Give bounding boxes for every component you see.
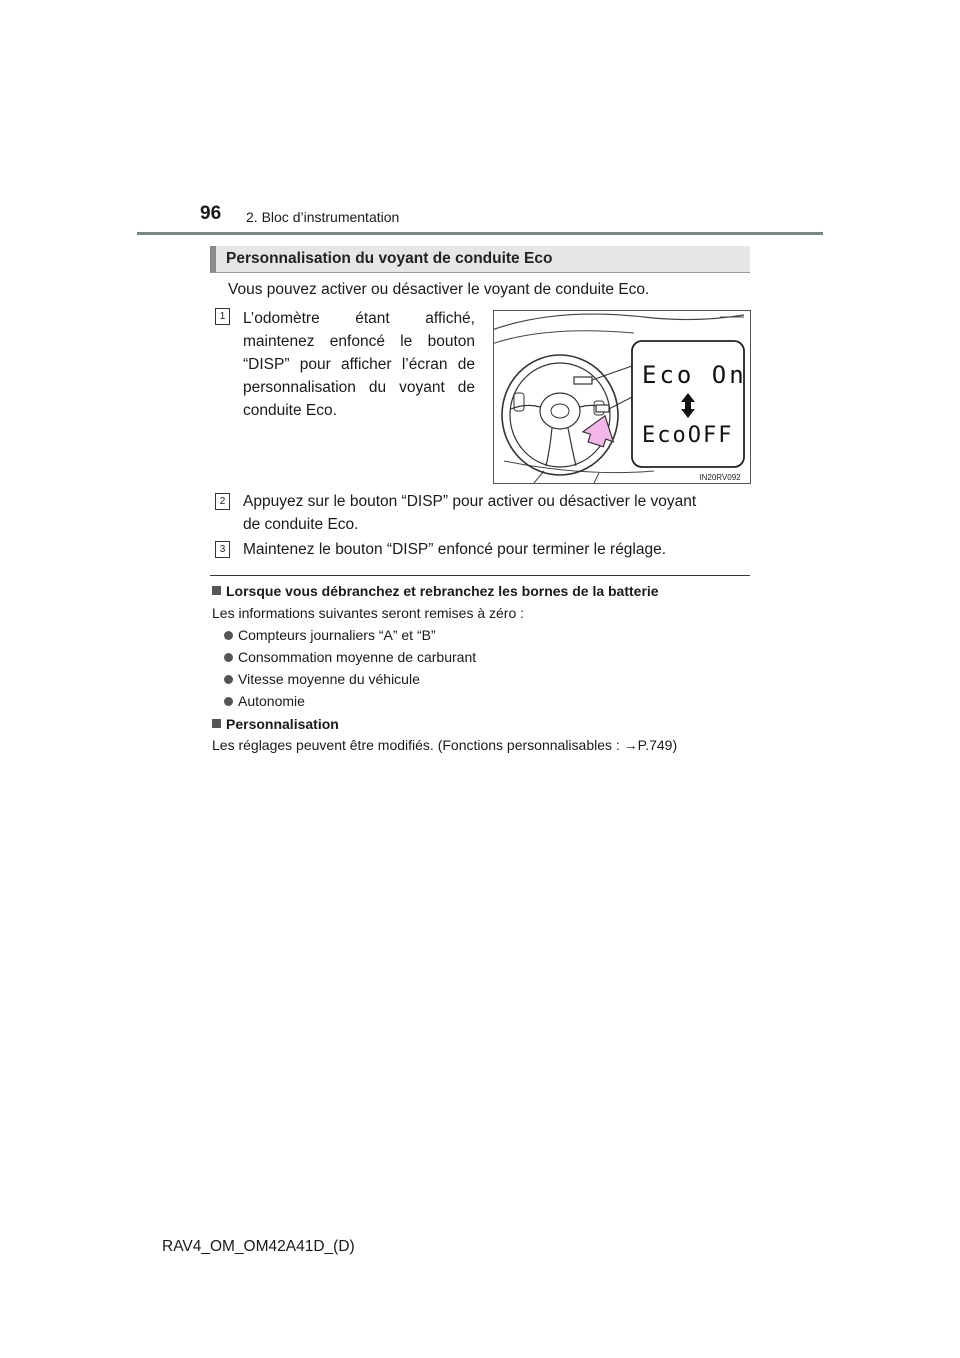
page-number: 96 [200, 203, 222, 224]
section-title: Personnalisation du voyant de conduite Eco [226, 250, 553, 267]
header-rule [137, 232, 823, 235]
section-header [210, 246, 750, 273]
note-text-battery: Les informations suivantes seront remises à zéro : [212, 605, 525, 621]
list-item: Vitesse moyenne du véhicule [224, 671, 420, 687]
note-heading-custom-text: Personnalisation [226, 716, 339, 732]
note-heading-custom [212, 716, 339, 732]
step-badge-3: 3 [215, 541, 230, 558]
round-bullet-icon [224, 653, 233, 662]
list-item: Consommation moyenne de carburant [224, 649, 476, 665]
figure-code: IN20RV092 [699, 473, 741, 482]
steering-wheel-illustration [494, 311, 750, 483]
illustration [493, 310, 751, 484]
section-intro: Vous pouvez activer ou désactiver le voyant de conduite Eco. [228, 281, 650, 298]
list-item: Autonomie [224, 693, 305, 709]
step-2-line-2: de conduite Eco. [243, 516, 359, 533]
display-eco-on: Eco On [642, 361, 747, 389]
round-bullet-icon [224, 631, 233, 640]
notes-rule [210, 575, 750, 576]
footer-code: RAV4_OM_OM42A41D_(D) [162, 1238, 355, 1255]
step-2-line-1: Appuyez sur le bouton “DISP” pour activer ou désactiver le voyant [243, 493, 697, 510]
press-arrow-icon [580, 411, 620, 449]
round-bullet-icon [224, 675, 233, 684]
step-badge-1: 1 [215, 308, 230, 325]
chapter-title: 2. Bloc d’instrumentation [246, 209, 400, 225]
display-eco-off: EcoOFF [642, 423, 734, 448]
round-bullet-icon [224, 697, 233, 706]
note-heading-battery-text: Lorsque vous débranchez et rebranchez les bornes de la batterie [226, 583, 659, 599]
step-1-text: L’odomètre étant affiché, maintenez enfoncé le bouton “DISP” pour afficher l’écran de personnalisation du voyant de conduite Eco. [243, 310, 475, 419]
list-item: Compteurs journaliers “A” et “B” [224, 627, 436, 643]
note-heading-battery [212, 583, 659, 599]
square-bullet-icon [212, 586, 221, 595]
step-badge-2: 2 [215, 493, 230, 510]
step-3-text: Maintenez le bouton “DISP” enfoncé pour terminer le réglage. [243, 541, 667, 558]
note-text-custom: Les réglages peuvent être modifiés. (Fonctions personnalisables : →P.749) [212, 737, 678, 753]
square-bullet-icon [212, 719, 221, 728]
